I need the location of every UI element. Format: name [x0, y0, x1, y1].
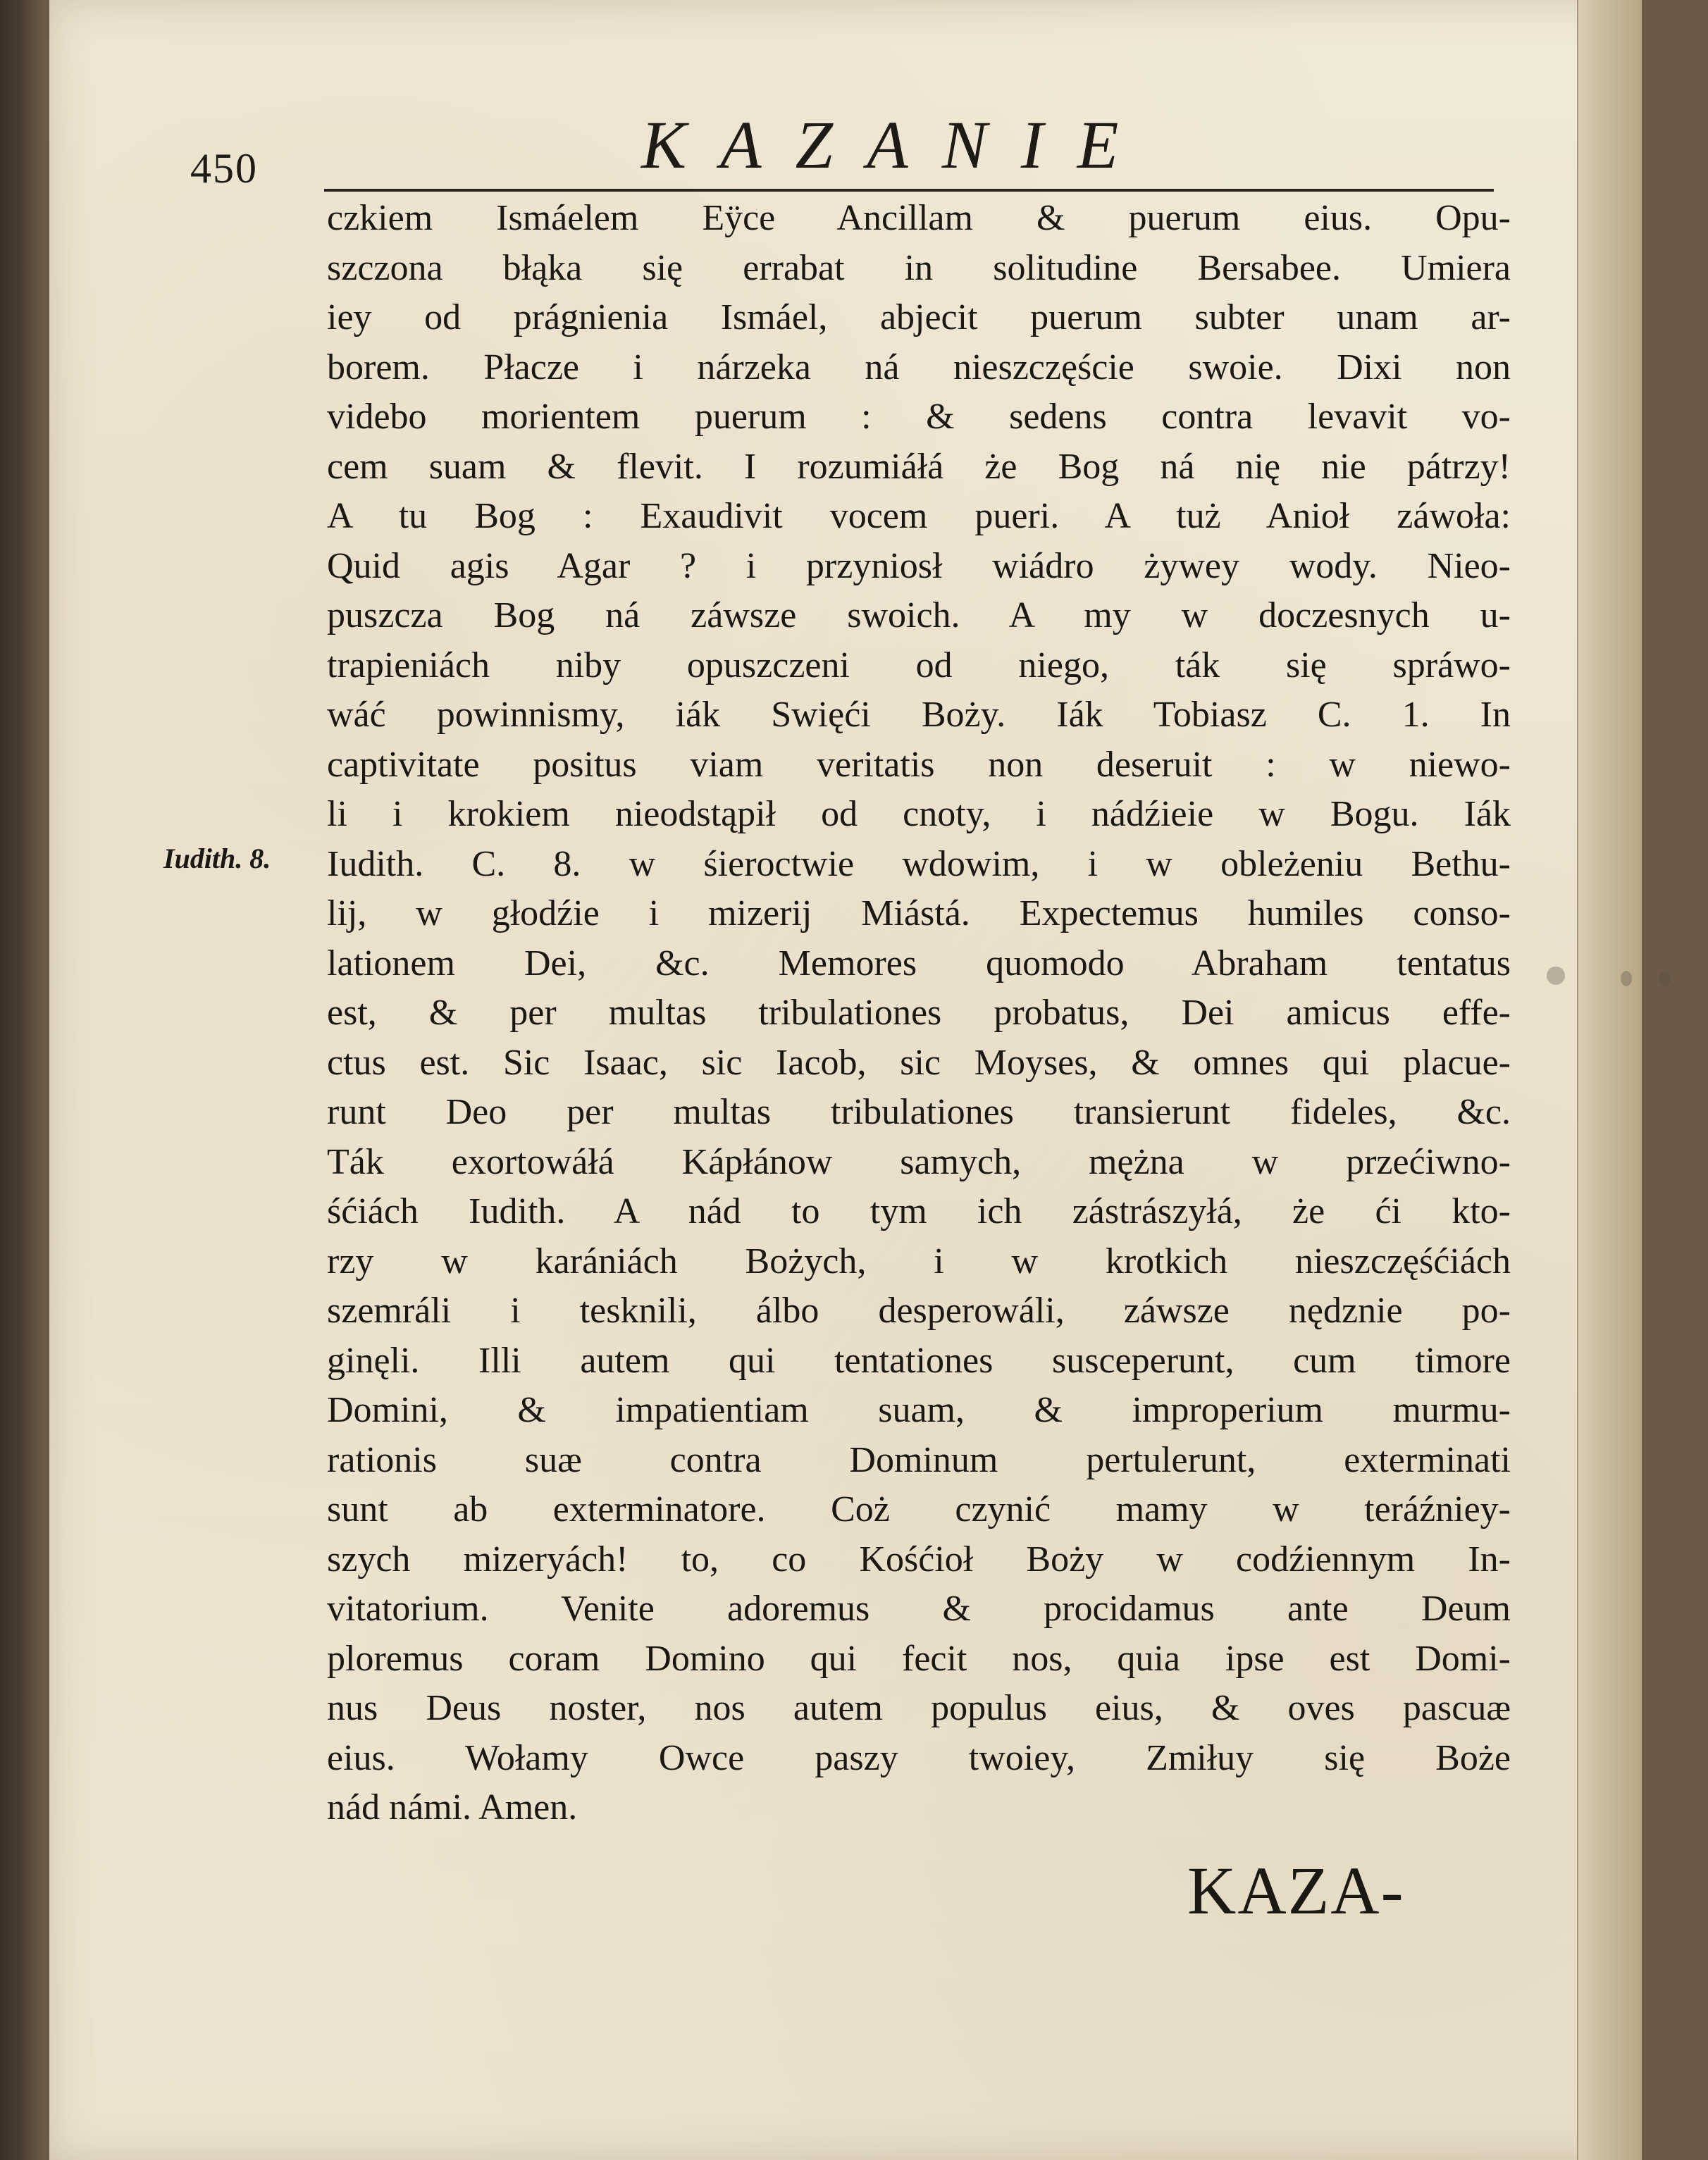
page-gutter — [1577, 0, 1642, 2160]
text-line: szczona błąka się errabat in solitudine Bersabee. Umiera — [327, 247, 1511, 288]
body-text — [327, 194, 1511, 1833]
text-line: rationis suæ contra Dominum pertulerunt, exterminati — [327, 1439, 1511, 1480]
text-line: borem. Płacze i nárzeka ná nieszczęście swoie. Dixi non — [327, 347, 1511, 387]
text-line: szych mizeryách! to, co Kośćioł Boży w codźiennym In- — [327, 1539, 1511, 1579]
text-line: captivitate positus viam veritatis non deseruit : w niewo- — [327, 744, 1511, 785]
text-line: vitatorium. Venite adoremus & procidamus ante Deum — [327, 1589, 1511, 1629]
text-line: ctus est. Sic Isaac, sic Iacob, sic Moyses, & omnes qui placue- — [327, 1042, 1511, 1083]
text-line: Domini, & impatientiam suam, & improperium murmu- — [327, 1390, 1511, 1430]
text-line: śćiách Iudith. A nád to tym ich zástrászyłá, że ći kto- — [327, 1191, 1511, 1231]
text-line: wáć powinnismy, iák Swięći Boży. Iák Tobiasz C. 1. In — [327, 695, 1511, 735]
text-line: ploremus coram Domino qui fecit nos, quia ipse est Domi- — [327, 1638, 1511, 1679]
text-line: videbo morientem puerum : & sedens contra levavit vo- — [327, 397, 1511, 437]
text-line: sunt ab exterminatore. Coż czynić mamy w teráźniey- — [327, 1489, 1511, 1529]
text-line: cem suam & flevit. I rozumiáłá że Bog ná nię nie pátrzy! — [327, 446, 1511, 487]
margin-note: Iudith. 8. — [163, 843, 271, 874]
text-line: lationem Dei, &c. Memores quomodo Abraham tentatus — [327, 943, 1511, 983]
text-line: rzy w karániách Bożych, i w krotkich nieszczęśćiách — [327, 1241, 1511, 1281]
running-title: KAZANIE — [641, 107, 1153, 182]
text-line: szemráli i tesknili, álbo desperowáli, záwsze nędznie po- — [327, 1291, 1511, 1331]
text-line: li i krokiem nieodstąpił od cnoty, i nádźieie w Bogu. Iák — [327, 794, 1511, 834]
text-line: nád námi. Amen. — [327, 1787, 578, 1827]
catchword: KAZA- — [1187, 1853, 1405, 1928]
running-head — [190, 106, 1515, 192]
text-line: iey od prágnienia Ismáel, abjecit puerum subter unam ar- — [327, 297, 1511, 337]
text-line: Ták exortowáłá Kápłánow samych, mężna w przećiwno- — [327, 1141, 1511, 1182]
text-line: nus Deus noster, nos autem populus eius, & oves pascuæ — [327, 1688, 1511, 1728]
text-line: runt Deo per multas tribulationes transierunt fideles, &c. — [327, 1092, 1511, 1132]
text-line: Quid agis Agar ? i przyniosł wiádro żywey wody. Nieo- — [327, 545, 1511, 586]
ink-spot — [1659, 971, 1671, 986]
ink-spot — [1547, 967, 1565, 985]
text-line: czkiem Ismáelem Eÿce Ancillam & puerum eius. Opu- — [327, 198, 1511, 238]
page-number: 450 — [190, 145, 258, 192]
text-line: A tu Bog : Exaudivit vocem pueri. A tuż Anioł záwoła: — [327, 496, 1511, 536]
text-line: eius. Wołamy Owce paszy twoiey, Zmiłuy się Boże — [327, 1737, 1511, 1778]
text-line: puszcza Bog ná záwsze swoich. A my w doczesnych u- — [327, 595, 1511, 635]
header-rule — [324, 189, 1494, 192]
text-line: Iudith. C. 8. w śieroctwie wdowim, i w obleżeniu Bethu- — [327, 843, 1511, 884]
ink-spot — [1621, 971, 1632, 986]
text-line: ginęli. Illi autem qui tentationes susceperunt, cum timore — [327, 1340, 1511, 1381]
text-line: trapieniách niby opuszczeni od niego, ták się spráwo- — [327, 645, 1511, 685]
text-line: est, & per multas tribulationes probatus, Dei amicus effe- — [327, 993, 1511, 1033]
text-line: lij, w głodźie i mizerij Miástá. Expectemus humiles conso- — [327, 893, 1511, 933]
